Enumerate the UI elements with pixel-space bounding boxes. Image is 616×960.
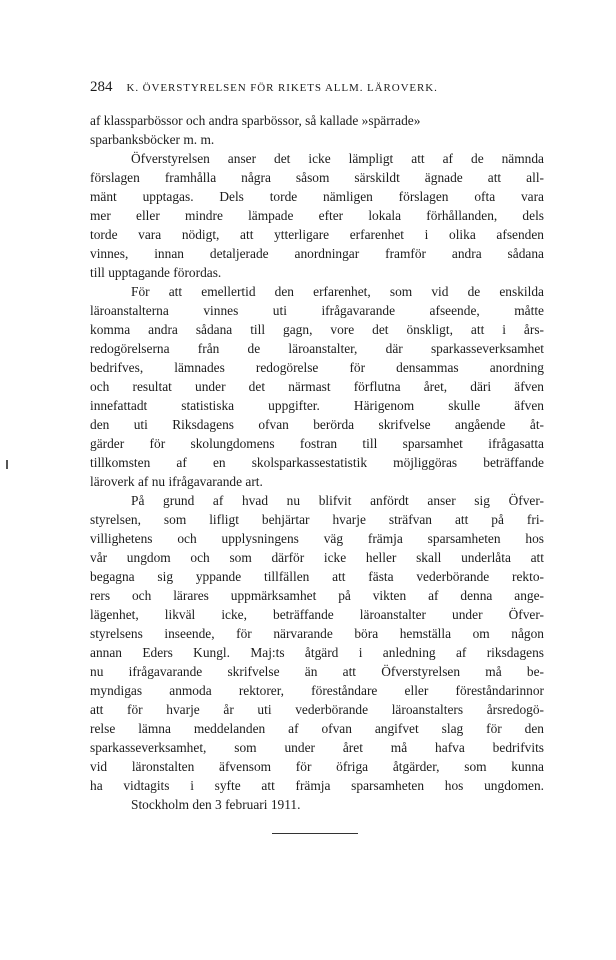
signature-line: Stockholm den 3 februari 1911. [131, 797, 301, 812]
text-line: vid läronstalten äfvensom för öfriga åtgärder, som kunna [90, 759, 544, 774]
text-line: vår ungdom och som därför icke heller skall underlåta att [90, 550, 544, 565]
text-line: torde vara nödigt, att ytterligare erfarenhet i olika afsenden [90, 227, 544, 242]
text-line: och resultat under det närmast förflutna året, däri äfven [90, 379, 544, 394]
running-head: K. ÖVERSTYRELSEN FÖR RIKETS ALLM. LÄROVERK. [126, 82, 438, 94]
text-line: tillkomsten af en skolsparkassestatistik möjliggöras beträffande [90, 455, 544, 470]
text-line: komma andra sådana till gagn, vore det önskligt, att i års- [90, 322, 544, 337]
text-line: rers och lärares uppmärksamhet på vikten af denna ange- [90, 588, 544, 603]
text-line: läroverk af nu ifrågavarande art. [90, 474, 263, 489]
paragraph-first-line: På grund af hvad nu blifvit anfördt anser sig Öfver- [131, 493, 544, 508]
text-line: villighetens och upplysningens väg främja sparsamheten hos [90, 531, 544, 546]
text-line: myndigas anmoda rektorer, föreståndare eller föreståndarinnor [90, 683, 544, 698]
text-line: till upptagande förordas. [90, 265, 222, 280]
text-line: förslagen framhålla några såsom särskildt ägnade att all- [90, 170, 544, 185]
text-line: mänt upptagas. Dels torde nämligen förslagen ofta vara [90, 189, 544, 204]
text-line: sparbanksböcker m. m. [90, 132, 215, 147]
paragraph-first-line: För att emellertid den erfarenhet, som vid de enskilda [131, 284, 544, 299]
page-number: 284 [90, 79, 113, 95]
text-line: redogörelserna från de läroanstalter, där sparkasseverksamhet [90, 341, 544, 356]
text-line: att för hvarje år uti vederbörande läroanstalters årsredogö- [90, 702, 544, 717]
text-line: innefattadt statistiska uppgifter. Härigenom skulle äfven [90, 398, 544, 413]
text-line: sparkasseverksamhet, som under året må hafva bedrifvits [90, 740, 544, 755]
text-line: ha vidtagits i syfte att främja sparsamheten hos ungdomen. [90, 778, 544, 793]
text-line: den uti Riksdagens ofvan berörda skrifvelse angående åt- [90, 417, 544, 432]
text-line: annan Eders Kungl. Maj:ts åtgärd i anledning af riksdagens [90, 645, 544, 660]
text-line: af klassparbössor och andra sparbössor, så kallade »spärrade» [90, 113, 421, 128]
text-line: mer eller mindre lämpade efter lokala förhållanden, dels [90, 208, 544, 223]
text-line: styrelsen, som lifligt behjärtar hvarje sträfvan att på fri- [90, 512, 544, 527]
text-line: relse lämna meddelanden af ofvan angifvet slag för den [90, 721, 544, 736]
closing-rule [272, 833, 358, 834]
text-line: bedrifves, lämnades redogörelse för densammas anordning [90, 360, 544, 375]
text-line: gärder för skolungdomens fostran till sparsamhet ifrågasatta [90, 436, 544, 451]
paragraph-first-line: Öfverstyrelsen anser det icke lämpligt att af de nämnda [131, 151, 544, 166]
page-header [90, 79, 510, 99]
text-line: vinnes, innan detaljerade anordningar framför andra sådana [90, 246, 544, 261]
text-line: lägenhet, likväl icke, beträffande läroanstalter under Öfver- [90, 607, 544, 622]
text-line: nu ifrågavarande skrifvelse än att Öfverstyrelsen må be- [90, 664, 544, 679]
text-line: begagna sig yppande tillfällen att fästa vederbörande rekto- [90, 569, 544, 584]
margin-mark [6, 460, 8, 469]
text-line: styrelsens inseende, för närvarande böra hemställa om någon [90, 626, 544, 641]
text-line: läroanstalterna vinnes uti ifrågavarande afseende, måtte [90, 303, 544, 318]
